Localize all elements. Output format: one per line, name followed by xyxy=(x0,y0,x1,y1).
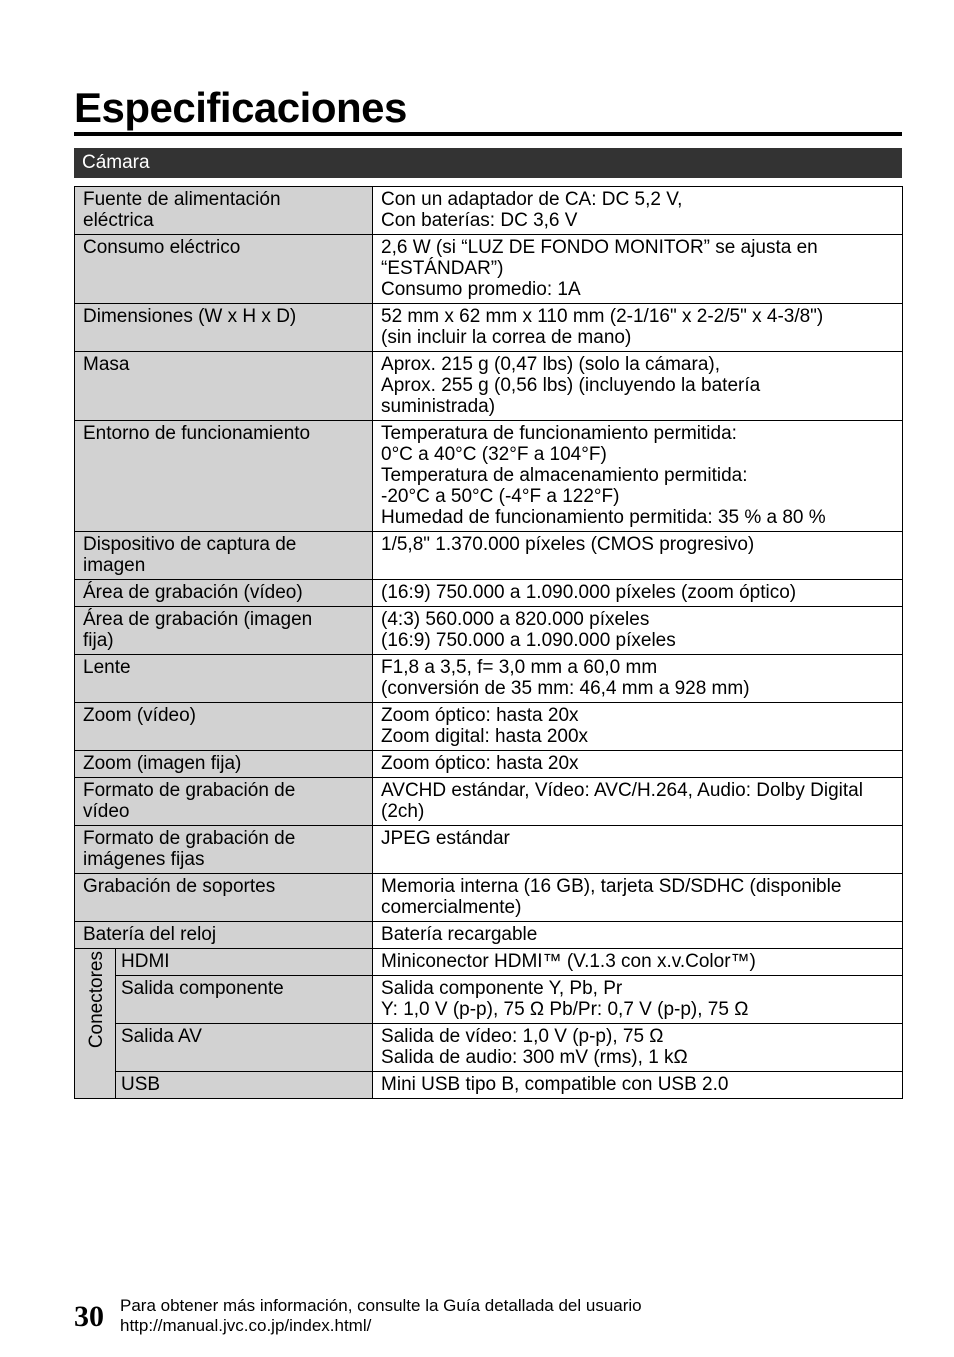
connector-label: Salida AV xyxy=(116,1024,373,1072)
spec-value: Aprox. 215 g (0,47 lbs) (solo la cámara), Aprox. 255 g (0,56 lbs) (incluyendo la batería suministrada) xyxy=(373,352,903,421)
footer-line-info: Para obtener más información, consulte la Guía detallada del usuario xyxy=(120,1296,642,1315)
spec-label: Formato de grabación de vídeo xyxy=(75,778,373,826)
connector-value: Salida de vídeo: 1,0 V (p-p), 75 Ω Salida de audio: 300 mV (rms), 1 kΩ xyxy=(373,1024,903,1072)
spec-row-recording-area-video xyxy=(75,580,903,607)
connectors-label-text: Conectores xyxy=(85,951,107,1049)
spec-label: Grabación de soportes xyxy=(75,874,373,922)
spec-value: F1,8 a 3,5, f= 3,0 mm a 60,0 mm (conversión de 35 mm: 46,4 mm a 928 mm) xyxy=(373,655,903,703)
spec-label: Zoom (vídeo) xyxy=(75,703,373,751)
spec-value: (4:3) 560.000 a 820.000 píxeles (16:9) 750.000 a 1.090.000 píxeles xyxy=(373,607,903,655)
spec-row-recording-media xyxy=(75,874,903,922)
spec-row-video-format xyxy=(75,778,903,826)
spec-label: Zoom (imagen fija) xyxy=(75,751,373,778)
section-header-camera: Cámara xyxy=(74,148,902,178)
spec-row-lens xyxy=(75,655,903,703)
connector-value: Miniconector HDMI™ (V.1.3 con x.v.Color™) xyxy=(373,949,903,976)
connector-value: Mini USB tipo B, compatible con USB 2.0 xyxy=(373,1072,903,1099)
spec-row-power-source xyxy=(75,187,903,235)
connector-label: Salida componente xyxy=(116,976,373,1024)
spec-row-connector-component xyxy=(75,976,903,1024)
connector-label: HDMI xyxy=(116,949,373,976)
spec-value: Zoom óptico: hasta 20x Zoom digital: hasta 200x xyxy=(373,703,903,751)
spec-label: Fuente de alimentación eléctrica xyxy=(75,187,373,235)
spec-value: Con un adaptador de CA: DC 5,2 V, Con baterías: DC 3,6 V xyxy=(373,187,903,235)
page-title: Especificaciones xyxy=(74,84,407,131)
spec-row-connector-av xyxy=(75,1024,903,1072)
spec-label: Área de grabación (imagen fija) xyxy=(75,607,373,655)
spec-label: Consumo eléctrico xyxy=(75,235,373,304)
spec-value: Batería recargable xyxy=(373,922,903,949)
spec-value: 52 mm x 62 mm x 110 mm (2-1/16" x 2-2/5" x 4-3/8") (sin incluir la correa de mano) xyxy=(373,304,903,352)
spec-row-connector-hdmi xyxy=(75,949,903,976)
spec-row-mass xyxy=(75,352,903,421)
specifications-table xyxy=(74,186,903,1099)
spec-value: (16:9) 750.000 a 1.090.000 píxeles (zoom óptico) xyxy=(373,580,903,607)
spec-value: AVCHD estándar, Vídeo: AVC/H.264, Audio: Dolby Digital (2ch) xyxy=(373,778,903,826)
spec-label: Formato de grabación de imágenes fijas xyxy=(75,826,373,874)
spec-value: JPEG estándar xyxy=(373,826,903,874)
spec-row-connector-usb xyxy=(75,1072,903,1099)
connectors-group-label xyxy=(75,949,116,1099)
spec-value: Memoria interna (16 GB), tarjeta SD/SDHC (disponible comercialmente) xyxy=(373,874,903,922)
spec-value: Temperatura de funcionamiento permitida: 0°C a 40°C (32°F a 104°F) Temperatura de almacenamiento permitida: -20°C a 50°C (-4°F a 122°F) Humedad de funcionamiento permitida: 35 % a 80 % xyxy=(373,421,903,532)
spec-row-still-format xyxy=(75,826,903,874)
connector-value: Salida componente Y, Pb, Pr Y: 1,0 V (p-p), 75 Ω Pb/Pr: 0,7 V (p-p), 75 Ω xyxy=(373,976,903,1024)
spec-value: 2,6 W (si “LUZ DE FONDO MONITOR” se ajusta en “ESTÁNDAR”) Consumo promedio: 1A xyxy=(373,235,903,304)
spec-label: Dimensiones (W x H x D) xyxy=(75,304,373,352)
spec-row-zoom-video xyxy=(75,703,903,751)
spec-value: 1/5,8" 1.370.000 píxeles (CMOS progresivo) xyxy=(373,532,903,580)
title-underline xyxy=(74,132,902,136)
spec-value: Zoom óptico: hasta 20x xyxy=(373,751,903,778)
spec-label: Batería del reloj xyxy=(75,922,373,949)
spec-row-dimensions xyxy=(75,304,903,352)
spec-row-image-pickup-device xyxy=(75,532,903,580)
spec-label: Entorno de funcionamiento xyxy=(75,421,373,532)
footer-link-url[interactable]: http://manual.jvc.co.jp/index.html/ xyxy=(120,1316,372,1335)
connector-label: USB xyxy=(116,1072,373,1099)
spec-label: Dispositivo de captura de imagen xyxy=(75,532,373,580)
spec-row-operating-environment xyxy=(75,421,903,532)
footer-note xyxy=(120,1296,642,1336)
spec-label: Área de grabación (vídeo) xyxy=(75,580,373,607)
spec-row-zoom-still xyxy=(75,751,903,778)
spec-row-recording-area-still xyxy=(75,607,903,655)
spec-row-power-consumption xyxy=(75,235,903,304)
page-number: 30 xyxy=(74,1300,104,1333)
spec-row-clock-battery xyxy=(75,922,903,949)
spec-label: Lente xyxy=(75,655,373,703)
spec-label: Masa xyxy=(75,352,373,421)
